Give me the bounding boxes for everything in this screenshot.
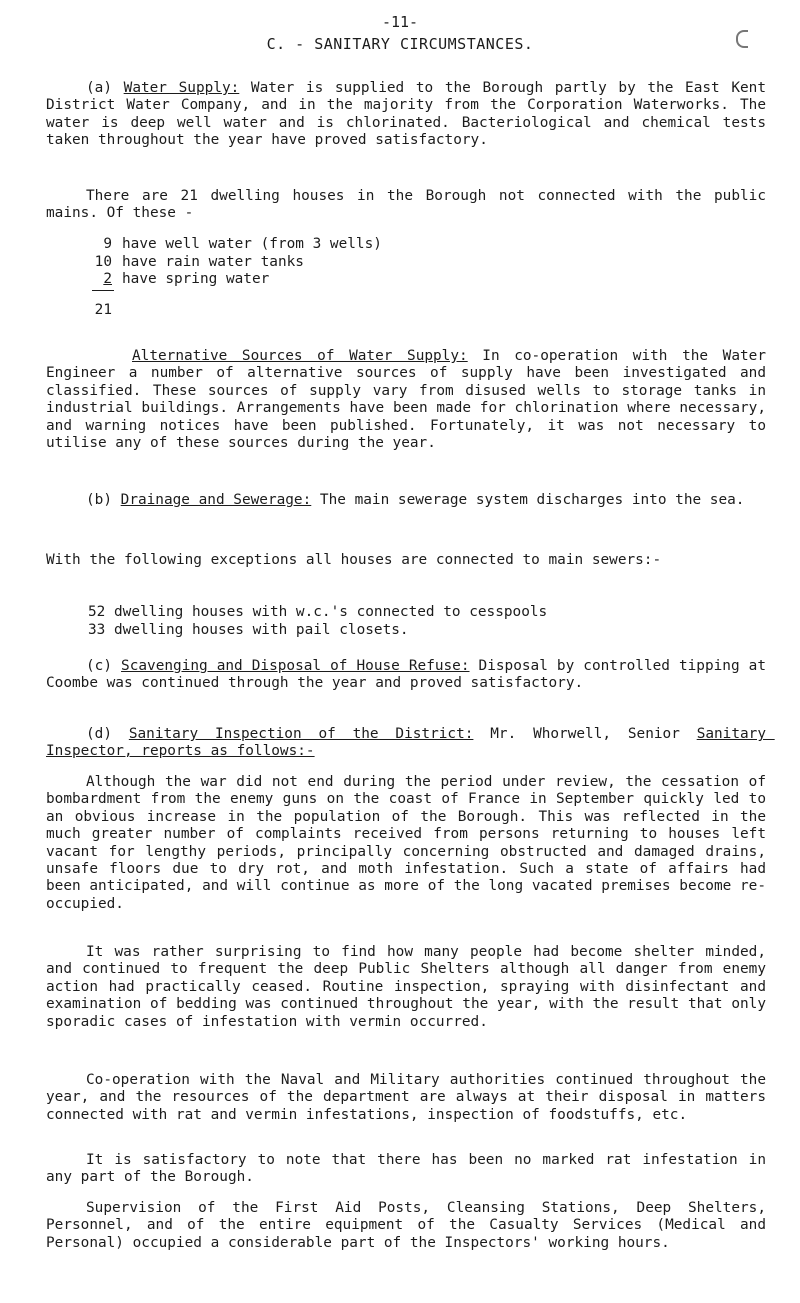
list-item: 33 dwelling houses with pail closets.	[88, 621, 409, 638]
water-supply-title: Water Supply:	[123, 80, 240, 96]
inspection-paragraph-4: It is satisfactory to note that there has been no marked rat infestation in any part of the Borough.	[46, 1152, 775, 1186]
list-item: 10 have rain water tanks	[94, 253, 304, 270]
drainage-title: Drainage and Sewerage:	[120, 492, 312, 508]
page-number: -11-	[381, 13, 419, 31]
inspection-paragraph-3: Co-operation with the Naval and Military authorities continued throughout the year, and the resources of the department are always at their disposal in matters connected with rat and vermin infestations, inspection of foodstuffs, etc.	[46, 1072, 775, 1123]
margin-mark	[736, 30, 748, 48]
scavenging-title: Scavenging and Disposal of House Refuse:	[121, 658, 470, 674]
unconnected-intro: There are 21 dwelling houses in the Borough not connected with the public mains. Of these -	[46, 188, 775, 222]
total-rule	[92, 290, 114, 291]
inspection-paragraph-1: Although the war did not end during the period under review, the cessation of bombardment from the enemy guns on the coast of France in September quickly led to an obvious increase in the population of the Borough. This was reflected in the much greater number of complaints received from persons returning to houses left vacant for lengthy periods, principally concerning obstructed and damaged drains, unsafe floors due to dry rot, and moth infestation. Such a state of affairs had been anticipated, and will continue as more of the long vacated premises become re-occupied.	[46, 774, 775, 912]
exceptions-intro: With the following exceptions all houses are connected to main sewers:-	[46, 552, 662, 568]
list-item: 2 have spring water	[103, 271, 270, 288]
list-item: 52 dwelling houses with w.c.'s connected to cesspools	[88, 604, 548, 620]
unconnected-list	[88, 236, 382, 289]
drainage-paragraph: (b) Drainage and Sewerage: The main sewerage system discharges into the sea.	[86, 492, 745, 508]
inspection-title: Sanitary Inspection of the District:	[128, 726, 474, 742]
list-item: 9 have well water (from 3 wells)	[103, 236, 382, 252]
inspection-heading: (d) Sanitary Inspection of the District: Mr. Whorwell, Senior Sanitary Inspector, reports as follows:-	[46, 726, 775, 760]
unconnected-total: 21	[94, 302, 112, 318]
exceptions-list	[88, 604, 547, 639]
section-heading: C. - SANITARY CIRCUMSTANCES.	[266, 35, 534, 53]
scavenging-paragraph: (c) Scavenging and Disposal of House Refuse: Disposal by controlled tipping at Coombe was continued through the year and proved satisfactory.	[46, 658, 775, 692]
alternative-sources-title: Alternative Sources of Water Supply:	[132, 348, 468, 364]
alternative-sources-paragraph: Alternative Sources of Water Supply: In co-operation with the Water Engineer a number of alternative sources of supply have been investigated and classified. These sources of supply vary from disused wells to storage tanks in industrial buildings. Arrangements have been made for chlorination where necessary, and warning notices have been published. Fortunately, it was not necessary to utilise any of these sources during the year.	[46, 348, 775, 452]
inspection-paragraph-5: Supervision of the First Aid Posts, Cleansing Stations, Deep Shelters, Personnel, and of the entire equipment of the Casualty Services (Medical and Personal) occupied a considerable part of the Inspectors' working hours.	[46, 1200, 775, 1251]
water-supply-paragraph: (a) Water Supply: Water is supplied to the Borough partly by the East Kent District Water Company, and in the majority from the Corporation Waterworks. The water is deep well water and is chlorinated. Bacteriological and chemical tests taken throughout the year have proved satisfactory.	[46, 80, 775, 149]
inspection-paragraph-2: It was rather surprising to find how many people had become shelter minded, and continued to frequent the deep Public Shelters although all danger from enemy action had practically ceased. Routine inspection, spraying with disinfectant and examination of bedding was continued throughout the year, with the result that only sporadic cases of infestation with vermin occurred.	[46, 944, 775, 1030]
